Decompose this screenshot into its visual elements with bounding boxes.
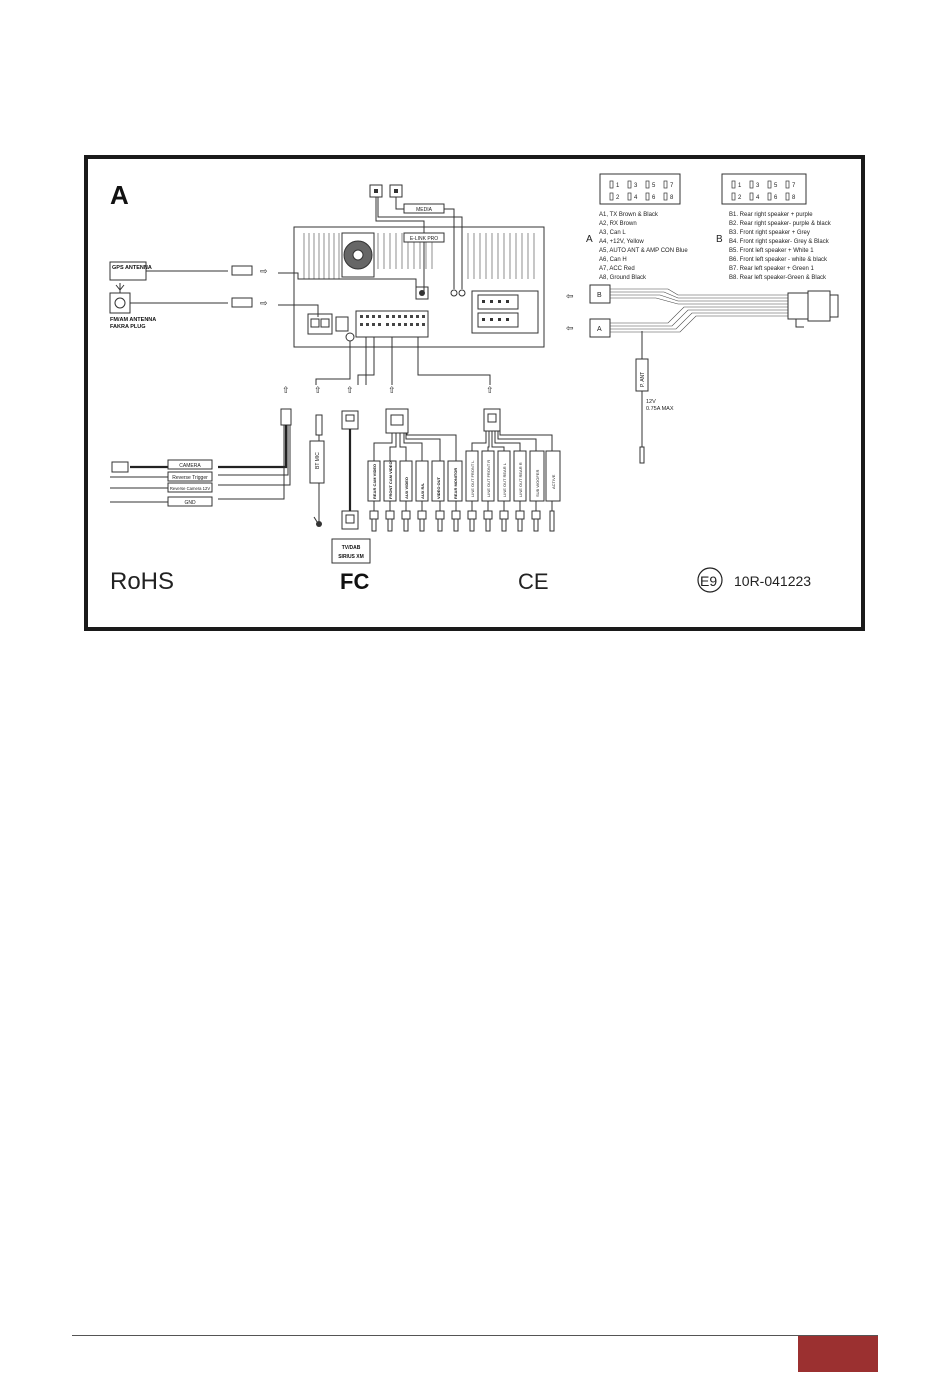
p-ant-label: P. ANT bbox=[640, 371, 646, 387]
svg-text:A3, Can L: A3, Can L bbox=[599, 230, 626, 236]
tuner-label-2: SIRIUS XM bbox=[338, 554, 364, 560]
pinout-b bbox=[716, 174, 832, 281]
svg-text:A1, TX Brown & Black: A1, TX Brown & Black bbox=[599, 212, 658, 218]
fm-arrow-icon: ⇨ bbox=[260, 298, 268, 308]
svg-text:1: 1 bbox=[738, 183, 742, 189]
p-ant-spec-2: 0.75A MAX bbox=[646, 406, 674, 412]
svg-text:5: 5 bbox=[652, 183, 656, 189]
svg-text:2: 2 bbox=[616, 195, 620, 201]
av-input-harness bbox=[368, 409, 462, 531]
fm-am-label-1: FM/AM ANTENNA bbox=[110, 317, 157, 323]
rca-label-subwoofer: SUB WOOFER bbox=[535, 469, 540, 497]
svg-text:6: 6 bbox=[774, 195, 778, 201]
line-out-harness bbox=[466, 409, 560, 531]
svg-text:B7. Rear left speaker + Green: B7. Rear left speaker + Green 1 bbox=[729, 266, 814, 272]
camera-harness bbox=[110, 409, 291, 506]
svg-text:A5, AUTO ANT & AMP CON Blue: A5, AUTO ANT & AMP CON Blue bbox=[599, 248, 688, 254]
svg-text:A6, Can H: A6, Can H bbox=[599, 257, 627, 263]
rohs-mark: RoHS bbox=[110, 568, 175, 595]
svg-text:3: 3 bbox=[634, 183, 638, 189]
svg-text:3: 3 bbox=[756, 183, 760, 189]
svg-text:8: 8 bbox=[670, 195, 674, 201]
reverse-camera-label: Reverse Camera 12V bbox=[169, 486, 211, 491]
svg-text:B1. Rear right speaker + purpl: B1. Rear right speaker + purple bbox=[729, 212, 813, 218]
rca-label-rear-cam: REAR CAM VIDEO bbox=[372, 463, 377, 499]
bt-mic bbox=[310, 415, 324, 527]
fm-am-label-2: FAKRA PLUG bbox=[110, 324, 146, 330]
pinout-a-letter: A bbox=[586, 234, 593, 245]
e-mark: E9 bbox=[700, 573, 718, 589]
svg-text:A2, RX Brown: A2, RX Brown bbox=[599, 221, 637, 227]
section-label: A bbox=[110, 180, 129, 210]
harness-b-arrow-icon: ⇦ bbox=[566, 291, 574, 301]
wiring-diagram bbox=[88, 159, 861, 627]
certifications bbox=[110, 568, 811, 595]
camera-harness-up-arrow-icon: ⇧ bbox=[282, 385, 290, 395]
rca-label-rear-monitor: REAR MONITOR bbox=[453, 467, 458, 499]
gnd-label: GND bbox=[184, 500, 196, 506]
tuner-up-arrow-icon: ⇧ bbox=[346, 385, 354, 395]
svg-text:A4, +12V, Yellow: A4, +12V, Yellow bbox=[599, 239, 644, 245]
svg-text:B4. Front right speaker- Grey: B4. Front right speaker- Grey & Black bbox=[729, 239, 829, 245]
svg-text:B3. Front right speaker + Grey: B3. Front right speaker + Grey bbox=[729, 230, 810, 236]
svg-text:6: 6 bbox=[652, 195, 656, 201]
svg-text:4: 4 bbox=[756, 195, 760, 201]
svg-text:5: 5 bbox=[774, 183, 778, 189]
svg-text:B5. Front left speaker + White: B5. Front left speaker + White 1 bbox=[729, 248, 814, 254]
footer-accent-block bbox=[798, 1336, 878, 1372]
gps-arrow-icon: ⇨ bbox=[260, 266, 268, 276]
rca-label-active: ACTIVE bbox=[551, 474, 556, 489]
svg-text:4: 4 bbox=[634, 195, 638, 201]
harness-b-label: B bbox=[597, 292, 602, 299]
reverse-trigger-label: Reverse Trigger bbox=[172, 475, 208, 481]
pinout-b-letter: B bbox=[716, 234, 723, 245]
head-unit bbox=[294, 227, 544, 347]
harness-a-label: A bbox=[597, 326, 602, 333]
av-in-up-arrow-icon: ⇧ bbox=[388, 385, 396, 395]
fcc-mark: FC bbox=[340, 569, 370, 594]
svg-text:A8, Ground Black: A8, Ground Black bbox=[599, 275, 647, 281]
rca-label-rear-l: LINE OUT REAR L bbox=[502, 463, 507, 497]
mic-up-arrow-icon: ⇧ bbox=[314, 385, 322, 395]
pinout-a bbox=[586, 174, 688, 281]
harness-a-arrow-icon: ⇦ bbox=[566, 323, 574, 333]
camera-label: CAMERA bbox=[179, 463, 201, 469]
rca-label-front-r: LINE OUT FRONT R bbox=[486, 459, 491, 497]
tuner-connector bbox=[332, 411, 370, 563]
svg-text:B8. Rear left speaker-Green &: B8. Rear left speaker-Green & Black bbox=[729, 275, 827, 281]
p-ant-spec-1: 12V bbox=[646, 399, 656, 405]
bt-mic-label: BT MIC bbox=[315, 452, 321, 469]
svg-text:7: 7 bbox=[792, 183, 796, 189]
svg-text:1: 1 bbox=[616, 183, 620, 189]
gps-label: GPS ANTENNA bbox=[112, 265, 152, 271]
rca-label-aux-video: AUX VIDEO bbox=[404, 476, 409, 499]
rca-label-front-cam: FRONT CAM VIDEO bbox=[388, 461, 393, 499]
power-harness bbox=[566, 285, 838, 463]
svg-text:B2. Rear right speaker- purple: B2. Rear right speaker- purple & black bbox=[729, 221, 831, 227]
svg-text:B6. Front left speaker - white: B6. Front left speaker - white & black bbox=[729, 257, 828, 263]
approval-number: 10R-041223 bbox=[734, 573, 812, 589]
fm-am-antenna bbox=[110, 283, 268, 330]
elink-label: E-LINK PRO bbox=[409, 236, 439, 242]
footer-rule bbox=[72, 1335, 878, 1336]
line-out-up-arrow-icon: ⇧ bbox=[486, 385, 494, 395]
rca-label-rear-r: LINE OUT REAR R bbox=[518, 462, 523, 497]
rca-label-front-l: LINE OUT FRONT L bbox=[470, 460, 475, 497]
svg-text:8: 8 bbox=[792, 195, 796, 201]
media-label: MEDIA bbox=[416, 207, 432, 213]
tuner-label-1: TV/DAB bbox=[341, 545, 361, 551]
svg-text:2: 2 bbox=[738, 195, 742, 201]
svg-text:7: 7 bbox=[670, 183, 674, 189]
rca-label-video-out: VIDEO OUT bbox=[436, 476, 441, 499]
diagram-frame bbox=[84, 155, 865, 631]
gps-antenna bbox=[110, 262, 268, 280]
ce-mark: CE bbox=[518, 569, 549, 594]
rca-label-aux-rl: AUX R/L bbox=[420, 483, 425, 499]
svg-text:A7, ACC Red: A7, ACC Red bbox=[599, 266, 635, 272]
